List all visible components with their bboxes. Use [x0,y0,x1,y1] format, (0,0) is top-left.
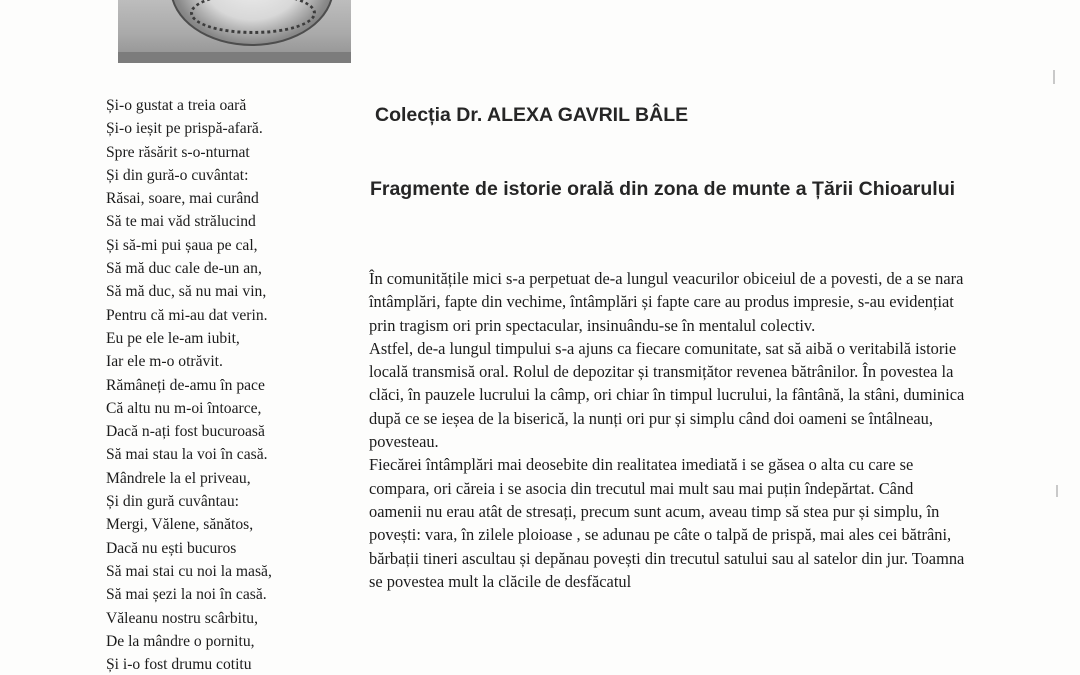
body-paragraph: În comunitățile mici s-a perpetuat de-a lungul veacurilor obiceiul de a povesti, de a se nara întâmplări, fapte din vechime, întâmplări și fapte care au produs impresie, s-au evidențiat prin tragism ori prin spectacular, insinuându-se în mentalul colectiv. [369,269,964,335]
body-paragraph: Astfel, de-a lungul timpului s-a ajuns ca fiecare comunitate, sat să aibă o veritabilă istorie locală transmisă oral. Rolul de depozitar și transmițător revenea bătrânilor. În povestea la clăci, în pauzele lucrului la câmp, ori chiar în timpul lucrului, la fântână, la stâni, duminica după ce se ieșea de la biserică, la nunți ori pur și simplu când doi oameni se întâlneau, povesteau. [369,338,965,452]
poem-line: Răsai, soare, mai curând [106,190,259,208]
poem-line: Și-o gustat a treia oară [106,97,247,114]
poem-line: De la mândre o pornitu, [106,632,255,650]
scan-speck [1053,70,1055,84]
poem-line: Să mă duc, să nu mai vin, [106,283,267,301]
poem-line: Pentru că mi-au dat verin. [106,306,268,324]
poem-line: Mândrele la el priveau, [106,469,251,487]
poem-line: Și-o ieșit pe prispă-afară. [106,120,263,138]
article-title: Fragmente de istorie orală din zona de munte a Țării Chioarului [369,178,956,200]
body-paragraph: Fiecărei întâmplări mai deosebite din realitatea imediată i se găsea o alta cu care se compara, ori căreia i se asocia din trecutul mai mult sau mai puțin îndepărtat. Când oamenii nu erau atât de stresați, precum sunt acum, aveau timp să stea pur și simplu, în povești: vara, în zilele ploioase , se adunau pe câte o talpă de prispă, mai ales cei bătrâni, bărbații tineri ascultau și depănau povești din trecutul satului sau al satelor din jur. Toamna se povestea mult la clăcile de desfăcatul [369,455,965,591]
poem-line: Dacă nu ești bucuros [106,539,237,557]
poem-line: Spre răsărit s-o-nturnat [106,143,250,161]
poem-line: Și i-o fost drumu cotitu [106,656,252,674]
poem-line: Și din gură cuvântau: [106,493,239,511]
article-body [369,267,969,593]
poem-line: Să mă duc cale de-un an, [106,260,262,278]
poem-line: Să te mai văd strălucind [106,213,256,231]
photo-shadow [118,52,351,63]
poem-line: Și să-mi pui șaua pe cal, [106,236,258,254]
poem-line: Că altu nu m-oi întoarce, [106,399,262,417]
poem-line: Rămâneți de-amu în pace [106,376,265,394]
poem-line: Iar ele m-o otrăvit. [106,353,223,371]
scan-speck [1056,485,1058,497]
poem-line: Să mai șezi la noi în casă. [106,586,267,604]
poem-column [106,94,346,675]
poem-line: Să mai stau la voi în casă. [106,446,268,464]
poem-line: Văleanu nostru scârbitu, [106,609,258,627]
poem-line: Dacă n-ați fost bucuroasă [106,423,265,441]
poem-line: Să mai stai cu noi la masă, [106,562,272,580]
poem-line: Mergi, Vălene, sănătos, [106,516,254,534]
decorated-plate-image [170,0,334,46]
collection-heading: Colecția Dr. ALEXA GAVRIL BÂLE [375,104,689,126]
poem-line: Eu pe ele le-am iubit, [106,329,240,347]
folk-plate-photo [118,0,351,63]
poem-line: Și din gură-o cuvântat: [106,166,249,184]
